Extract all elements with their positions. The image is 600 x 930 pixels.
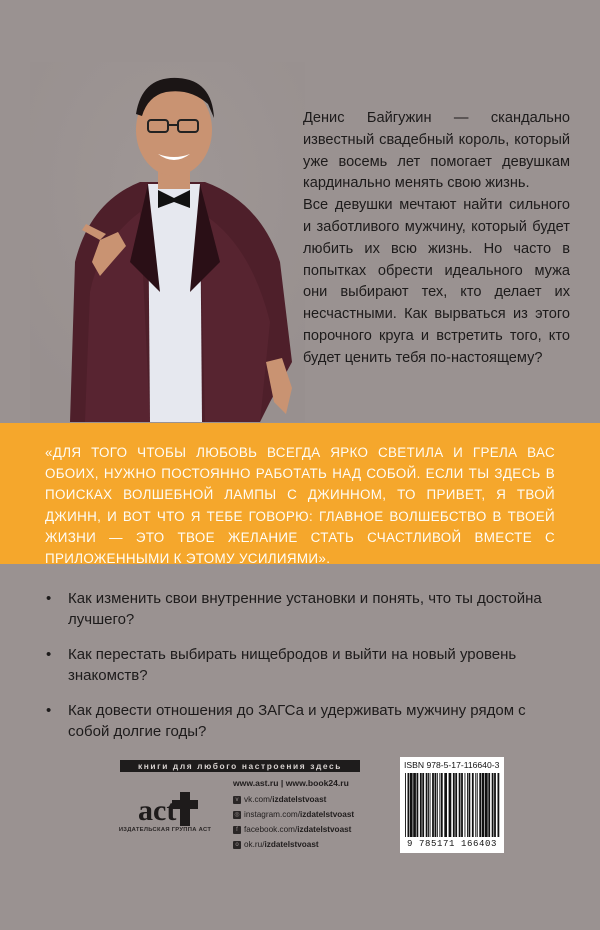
barcode-bar: [420, 773, 422, 837]
barcode-bar: [430, 773, 431, 837]
bio-paragraph: Денис Байгужин — скандально известный свадебный король, который уже восемь лет помогает девушкам кардинально менять свою жизнь.: [303, 110, 570, 192]
bullet-icon: •: [46, 590, 52, 607]
bullet-icon: •: [46, 646, 52, 663]
barcode-bar: [475, 773, 476, 837]
facebook-icon: f: [233, 826, 241, 834]
question-list: [46, 588, 558, 756]
barcode-bar: [444, 773, 447, 837]
barcode-bar: [479, 773, 481, 837]
barcode-bar: [428, 773, 429, 837]
barcode-bar: [437, 773, 438, 837]
barcode-bar: [492, 773, 494, 837]
barcode-bar: [417, 773, 419, 837]
isbn-block: [400, 757, 504, 853]
publisher-links: [233, 776, 383, 852]
list-item: [46, 644, 558, 686]
author-photo-illustration: [30, 62, 305, 422]
author-quote: «ДЛЯ ТОГО ЧТОБЫ ЛЮБОВЬ ВСЕГДА ЯРКО СВЕТИЛА И ГРЕЛА ВАС ОБОИХ, НУЖНО ПОСТОЯННО РАБОТАТЬ НАД СОБОЙ. ЕСЛИ ТЫ ЗДЕСЬ В ПОИСКАХ ВОЛШЕБНОЙ ЛАМПЫ С ДЖИННОМ, ТО ПРИВЕТ, Я ТВОЙ ДЖИНН, И ВОТ ЧТО Я ТЕБЕ ГОВОРЮ: ГЛАВНОЕ ВОЛШЕБСТВО В ТВОЕЙ ЖИЗНИ — ЭТО ТВОЕ ЖЕЛАНИЕ СТАТЬ СЧАСТЛИВОЙ ВМЕСТЕ С ПРИЛОЖЕННЫМИ К ЭТОМУ УСИЛИЯМИ».: [45, 445, 555, 567]
barcode-bar: [498, 773, 500, 837]
barcode-bar: [408, 773, 410, 837]
list-item: [46, 700, 558, 742]
barcode-bar: [413, 773, 416, 837]
barcode-bar: [426, 773, 428, 837]
social-link-facebook[interactable]: f facebook.com/izdatelstvoast: [233, 822, 383, 837]
barcode-bar: [455, 773, 457, 837]
barcode-bar: [467, 773, 468, 837]
barcode-bar: [461, 773, 463, 837]
barcode-bar: [459, 773, 461, 837]
barcode-bar: [449, 773, 452, 837]
tagline-strip: книги для любого настроения здесь: [120, 760, 360, 772]
list-item-text: Как перестать выбирать нищебродов и выйти на новый уровень знакомств?: [68, 646, 517, 684]
barcode-bar: [482, 773, 485, 837]
list-item-text: Как довести отношения до ЗАГСа и удерживать мужчину рядом с собой долгие годы?: [68, 702, 526, 740]
social-link-ok[interactable]: o ok.ru/izdatelstvoast: [233, 837, 383, 852]
barcode-bar: [485, 773, 488, 837]
website-links[interactable]: www.ast.ru | www.book24.ru: [233, 778, 349, 788]
barcode-bar: [422, 773, 424, 837]
barcode-bar: [469, 773, 471, 837]
bullet-icon: •: [46, 702, 52, 719]
barcode-bar: [472, 773, 474, 837]
bio-paragraph: Все девушки мечтают найти сильного и заботливого мужчину, который будет любить их всю жизнь. Но часто в попытках обрести идеального мужа они выбирают тех, кто делает их несчастными. Как вырваться из этого порочного круга и встретить того, кто будет ценить тебя по-настоящему?: [303, 197, 570, 366]
barcode-bar: [405, 773, 406, 837]
instagram-icon: ◎: [234, 811, 240, 818]
barcode: [404, 773, 500, 837]
barcode-bar: [488, 773, 490, 837]
barcode-bar: [494, 773, 496, 837]
barcode-bar: [432, 773, 434, 837]
barcode-bar: [439, 773, 440, 837]
barcode-bar: [435, 773, 437, 837]
publisher-caption: ИЗДАТЕЛЬСКАЯ ГРУППА АСТ: [118, 827, 212, 833]
author-bio: [303, 108, 570, 370]
list-item-text: Как изменить свои внутренние установки и понять, что ты достойна лучшего?: [68, 590, 542, 628]
isbn-label: ISBN 978-5-17-116640-3: [404, 760, 500, 770]
odnoklassniki-icon: o: [233, 841, 241, 849]
barcode-bar: [410, 773, 413, 837]
barcode-bar: [477, 773, 478, 837]
list-item: [46, 588, 558, 630]
barcode-bar: [465, 773, 466, 837]
social-link-vk[interactable]: v vk.com/izdatelstvoast: [233, 792, 383, 807]
barcode-digits: 9 785171 166403: [406, 839, 497, 849]
vk-icon: v: [233, 796, 241, 804]
ast-logo-letters: act: [138, 794, 177, 827]
social-link-instagram[interactable]: ◎ instagram.com/izdatelstvoast: [234, 810, 355, 819]
author-photo: [30, 62, 305, 422]
barcode-bar: [453, 773, 455, 837]
barcode-bar: [441, 773, 443, 837]
